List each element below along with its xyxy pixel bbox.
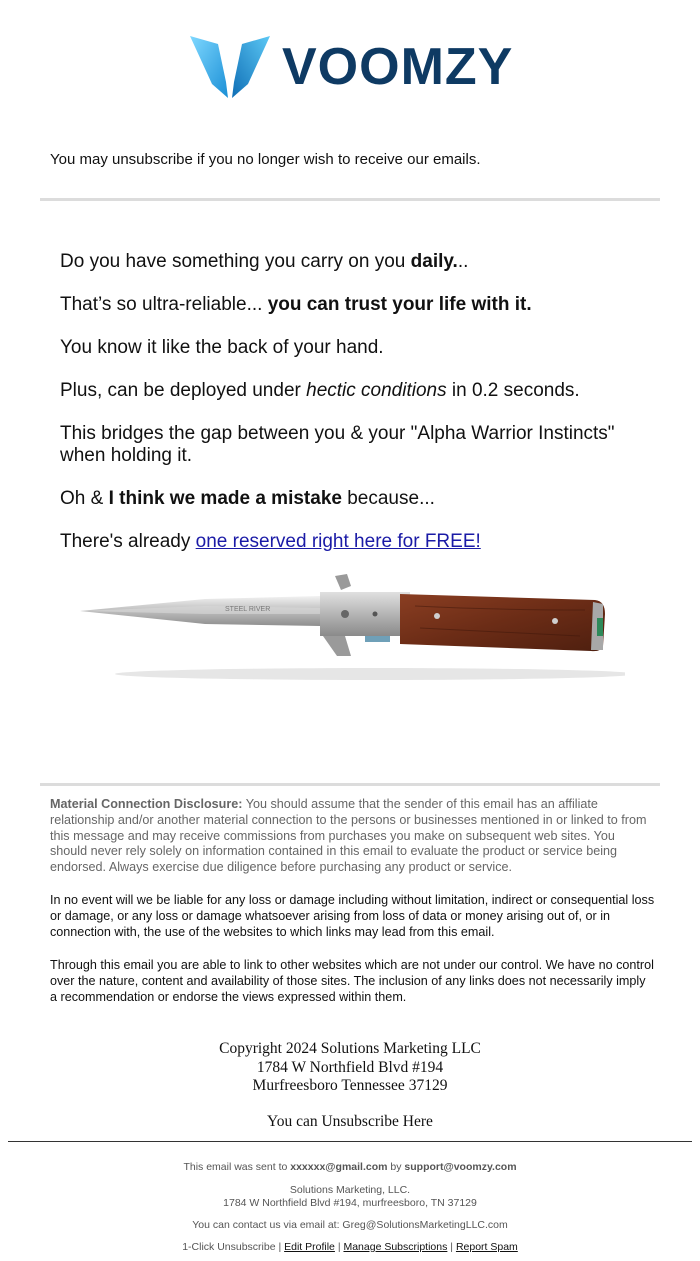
separator: | [447,1241,456,1253]
text: This bridges the gap between you & your "Alpha Warrior Instincts" when holding it. [60,423,615,466]
text: .. [457,251,469,272]
emphasis-text: you can trust your life with it. [267,294,532,315]
text: in 0.2 seconds. [446,380,580,401]
org-address: 1784 W Northfield Blvd #194, murfreesboro, TN 37129 [223,1197,477,1209]
manage-subscriptions-link[interactable]: Manage Subscriptions [343,1241,448,1253]
text: Oh & [60,488,109,509]
sender-email: support@voomzy.com [404,1161,517,1173]
report-spam-link[interactable]: Report Spam [455,1241,518,1253]
unsubscribe-here-link[interactable]: You can Unsubscribe Here [267,1113,433,1130]
address-line: Murfreesboro Tennessee 37129 [252,1077,448,1094]
voomzy-v-icon [188,34,272,100]
blade-engraving: STEEL RIVER [225,606,271,613]
divider [8,1141,692,1142]
copyright-text: Copyright 2024 Solutions Marketing LLC [219,1040,481,1057]
text: You know it like the back of your hand. [60,337,384,358]
text: by [387,1161,405,1173]
emphasis-text: daily. [410,251,458,272]
paragraph [50,797,655,876]
footer-org [0,1184,700,1210]
emphasis-text: I think we made a mistake [108,488,342,509]
paragraph [60,251,630,273]
unsubscribe-notice: You may unsubscribe if you no longer wish to receive our emails. [50,151,481,168]
text: There's already [60,531,196,552]
disclosure-text: You should assume that the sender of this email has an affiliate relationship and/or another material connection to the persons or businesses mentioned in or linked to from this message and may receive commissions from purchases you make on subsequent web sites. You should never rely solely on information contained in this email to evaluate the product or service being endorsed. Always exercise due diligence before purchasing any product or service. [50,797,647,875]
external-links-text: Through this email you are able to link to other websites which are not under our control. We have no control over the nature, content and availability of those sites. The inclusion of any links does not necessarily imply a recommendation or endorse the views expressed within them. [50,958,654,1004]
liability-text: In no event will we be liable for any loss or damage including without limitation, indirect or consequential loss or damage, or any loss or damage whatsoever arising from loss of data or money arising out of, or in connection with, the use of the websites to which links may lead from this email. [50,893,655,939]
org-name: Solutions Marketing, LLC. [289,1184,411,1196]
liability-notice [50,893,655,940]
material-disclosure [50,797,655,876]
text: That’s so ultra-reliable... [60,294,268,315]
footer-links [0,1241,700,1254]
divider [40,783,660,786]
brand-logo[interactable] [188,34,513,100]
company-info [0,1040,700,1096]
text: Do you have something you carry on you [60,251,411,272]
brand-wordmark: VOOMZY [282,38,514,96]
separator: | [275,1241,285,1253]
text: because... [341,488,435,509]
separator: | [334,1241,344,1253]
italic-text: hectic conditions [306,380,447,401]
paragraph [60,337,630,359]
email-body [60,251,630,574]
paragraph [60,294,630,316]
disclosure-label: Material Connection Disclosure: [50,797,243,811]
text: Plus, can be deployed under [60,380,307,401]
paragraph [60,380,630,402]
paragraph [60,423,630,467]
footer-contact: You can contact us via email at: Greg@SolutionsMarketingLLC.com [192,1219,508,1231]
paragraph [60,531,630,553]
paragraph [60,488,630,510]
knife-product-image[interactable] [75,566,625,686]
text: This email was sent to [183,1161,291,1173]
edit-profile-link[interactable]: Edit Profile [284,1241,335,1253]
divider [40,198,660,201]
footer-sent-line [0,1161,700,1174]
free-offer-link[interactable]: one reserved right here for FREE! [195,531,481,552]
external-links-notice [50,958,655,1005]
one-click-unsubscribe-link[interactable]: 1-Click Unsubscribe [182,1241,276,1253]
recipient-email: xxxxxx@gmail.com [290,1161,388,1173]
address-line: 1784 W Northfield Blvd #194 [256,1058,444,1076]
